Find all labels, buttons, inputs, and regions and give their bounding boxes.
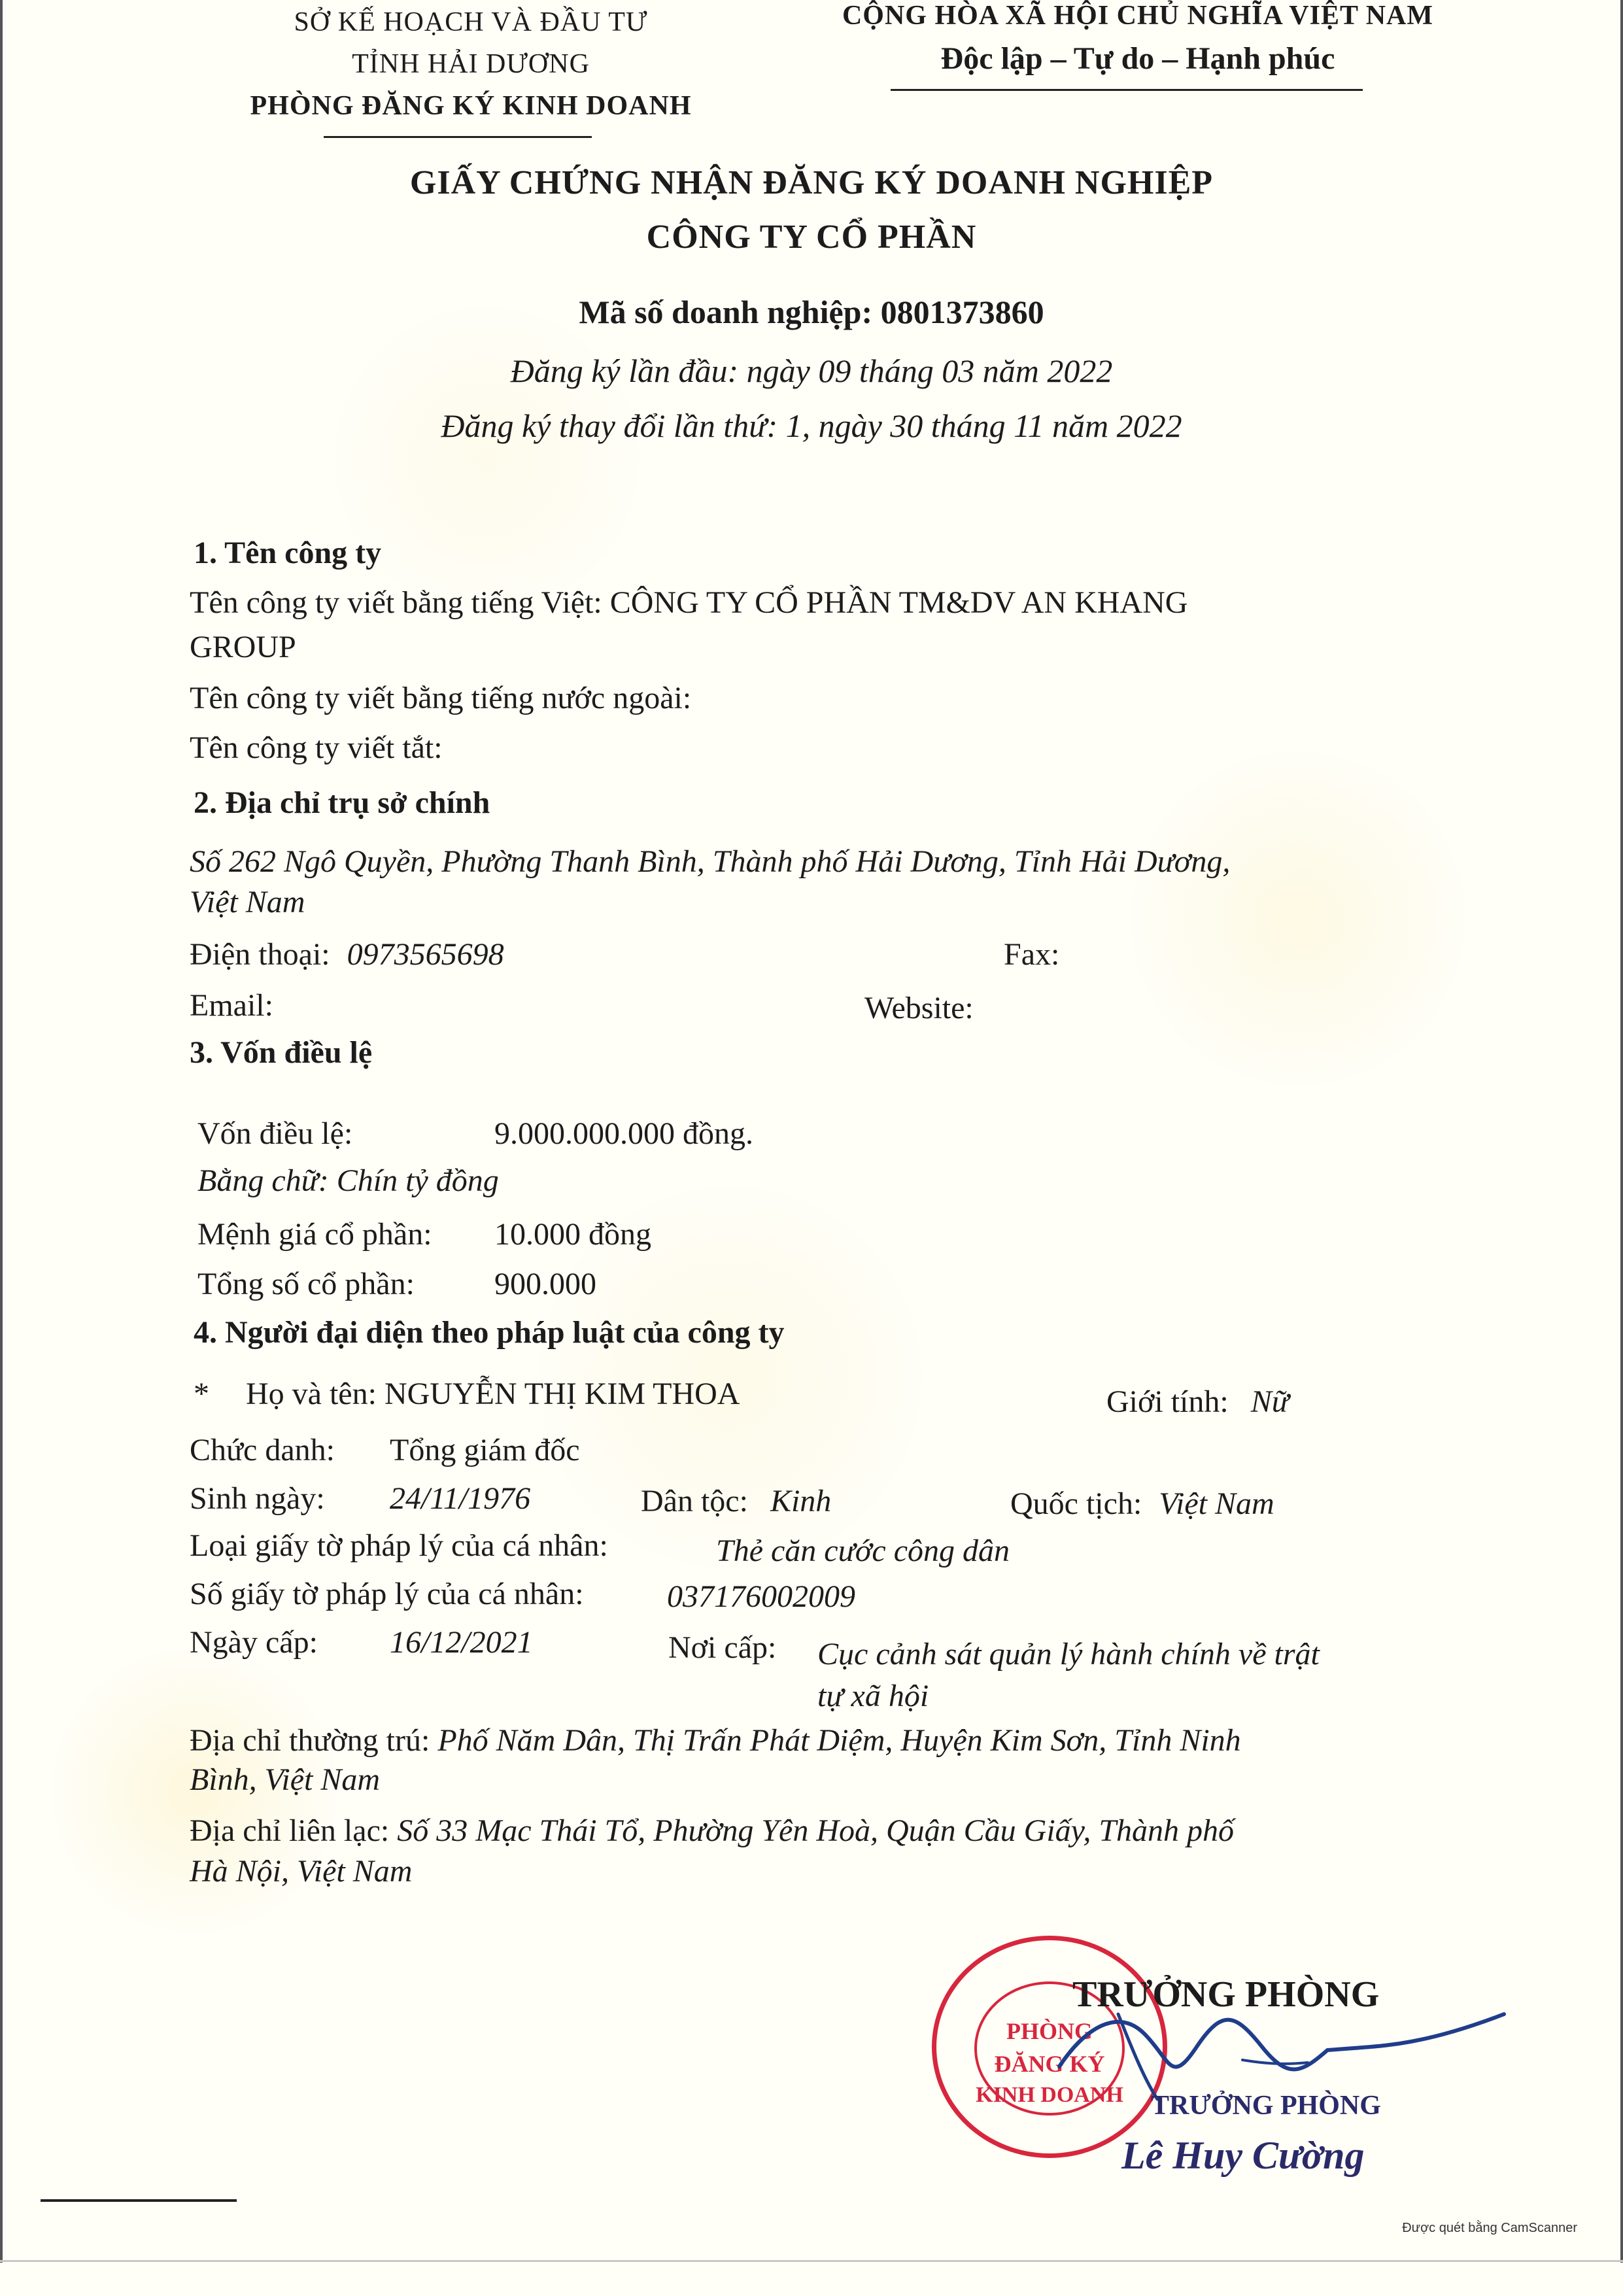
change-registration-date: Đăng ký thay đổi lần thứ: 1, ngày 30 tháng 11 năm 2022 (441, 407, 1182, 444)
dob-value: 24/11/1976 (390, 1481, 531, 1516)
permanent-address-row (190, 1722, 1241, 1758)
ethnic-value: Kinh (770, 1484, 832, 1518)
gender-label: Giới tính: (1106, 1384, 1229, 1419)
dob-label: Sinh ngày: (190, 1481, 325, 1516)
page-border-left (0, 0, 3, 2263)
position-value: Tổng giám đốc (390, 1433, 580, 1467)
par-value: 10.000 đồng (494, 1217, 651, 1252)
signatory-subtitle: TRƯỞNG PHÒNG (1151, 2091, 1381, 2121)
nationality-label: Quốc tịch: (1010, 1486, 1142, 1521)
section-3-heading: 3. Vốn điều lệ (190, 1035, 373, 1070)
permanent-address-value-2: Bình, Việt Nam (190, 1762, 381, 1797)
stamp-text-1: PHÒNG (1006, 2018, 1093, 2044)
permanent-address-value-1: Phố Năm Dân, Thị Trấn Phát Diệm, Huyện Kim Sơn, Tỉnh Ninh (437, 1723, 1241, 1758)
capital-value: 9.000.000.000 đồng. (494, 1116, 753, 1151)
stamp-text-3: KINH DOANH (976, 2083, 1123, 2107)
issue-place-value-1: Cục cảnh sát quản lý hành chính về trật (817, 1637, 1320, 1671)
name-label: Họ và tên: (246, 1377, 377, 1411)
scan-mark-line (41, 2199, 237, 2202)
email-label: Email: (190, 988, 273, 1023)
vn-name-row (190, 585, 1187, 621)
nationality-row (1010, 1486, 1274, 1522)
name-value: NGUYỄN THỊ KIM THOA (384, 1377, 740, 1411)
website-label: Website: (864, 991, 974, 1025)
phone-label: Điện thoại: (190, 937, 330, 972)
ethnic-label: Dân tộc: (641, 1484, 748, 1518)
issue-date-label: Ngày cấp: (190, 1625, 318, 1660)
page-border-right (1620, 0, 1623, 2263)
agency-underline (324, 136, 592, 138)
capital-label: Vốn điều lệ: (197, 1116, 353, 1151)
gender-value: Nữ (1250, 1384, 1289, 1419)
signer-name: Lê Huy Cường (1121, 2134, 1365, 2177)
capital-in-words: Bằng chữ: Chín tỷ đồng (197, 1163, 499, 1198)
address-line-1: Số 262 Ngô Quyền, Phường Thanh Bình, Thành phố Hải Dương, Tỉnh Hải Dương, (190, 844, 1231, 879)
section-4-heading: 4. Người đại diện theo pháp luật của công ty (194, 1315, 785, 1350)
gender-row (1106, 1384, 1289, 1420)
certificate-title: GIẤY CHỨNG NHẬN ĐĂNG KÝ DOANH NGHIỆP (409, 164, 1214, 201)
issue-place-value-2: tự xã hội (817, 1679, 929, 1713)
total-shares-label: Tổng số cổ phần: (197, 1267, 415, 1301)
nation-line-2: Độc lập – Tự do – Hạnh phúc (940, 41, 1335, 76)
foreign-name-label: Tên công ty viết bằng tiếng nước ngoài: (190, 681, 692, 715)
handwritten-signature (1046, 1988, 1517, 2106)
vn-name-value: CÔNG TY CỔ PHẦN TM&DV AN KHANG (609, 585, 1188, 620)
signatory-title: TRƯỞNG PHÒNG (1072, 1974, 1380, 2015)
name-row (246, 1376, 740, 1412)
permanent-address-label: Địa chỉ thường trú: (190, 1723, 430, 1758)
vn-name-value-cont: GROUP (190, 630, 296, 664)
agency-line-2: TỈNH HẢI DƯƠNG (352, 49, 590, 79)
company-type-title: CÔNG TY CỔ PHẦN (646, 218, 977, 256)
agency-line-3: PHÒNG ĐĂNG KÝ KINH DOANH (250, 91, 692, 121)
contact-address-row (190, 1813, 1234, 1849)
total-shares-value: 900.000 (494, 1267, 596, 1301)
scanner-watermark: Được quét bằng CamScanner (1402, 2221, 1577, 2235)
short-name-label: Tên công ty viết tắt: (190, 730, 443, 765)
stamp-text-2: ĐĂNG KÝ (994, 2051, 1105, 2077)
section-1-heading: 1. Tên công ty (194, 536, 382, 570)
address-line-2: Việt Nam (190, 885, 305, 919)
fax-label: Fax: (1004, 937, 1060, 972)
representative-bullet: * (194, 1377, 209, 1411)
issue-place-label: Nơi cấp: (668, 1630, 777, 1665)
par-value-label: Mệnh giá cổ phần: (197, 1217, 432, 1252)
vn-name-label: Tên công ty viết bằng tiếng Việt: (190, 585, 602, 620)
phone-value: 0973565698 (347, 937, 504, 972)
ethnic-row (641, 1483, 831, 1519)
id-type-label: Loại giấy tờ pháp lý của cá nhân: (190, 1528, 608, 1563)
enterprise-code: Mã số doanh nghiệp: 0801373860 (579, 294, 1044, 330)
id-type-value: Thẻ căn cước công dân (716, 1534, 1010, 1568)
nation-line-1: CỘNG HÒA XÃ HỘI CHỦ NGHĨA VIỆT NAM (842, 1, 1434, 31)
nation-underline (891, 89, 1363, 91)
phone-row (190, 936, 504, 972)
position-label: Chức danh: (190, 1433, 335, 1467)
first-registration-date: Đăng ký lần đầu: ngày 09 tháng 03 năm 2022 (510, 352, 1113, 389)
id-number-label: Số giấy tờ pháp lý của cá nhân: (190, 1577, 584, 1611)
nationality-value: Việt Nam (1159, 1486, 1274, 1521)
contact-address-value-2: Hà Nội, Việt Nam (190, 1854, 413, 1889)
section-2-heading: 2. Địa chỉ trụ sở chính (194, 785, 490, 820)
id-number-value: 037176002009 (667, 1579, 855, 1614)
issue-date-value: 16/12/2021 (390, 1625, 533, 1660)
agency-line-1: SỞ KẾ HOẠCH VÀ ĐẦU TƯ (294, 7, 648, 37)
page-border-bottom (0, 2260, 1623, 2262)
contact-address-label: Địa chỉ liên lạc: (190, 1813, 390, 1848)
contact-address-value-1: Số 33 Mạc Thái Tổ, Phường Yên Hoà, Quận Cầu Giấy, Thành phố (397, 1813, 1235, 1848)
